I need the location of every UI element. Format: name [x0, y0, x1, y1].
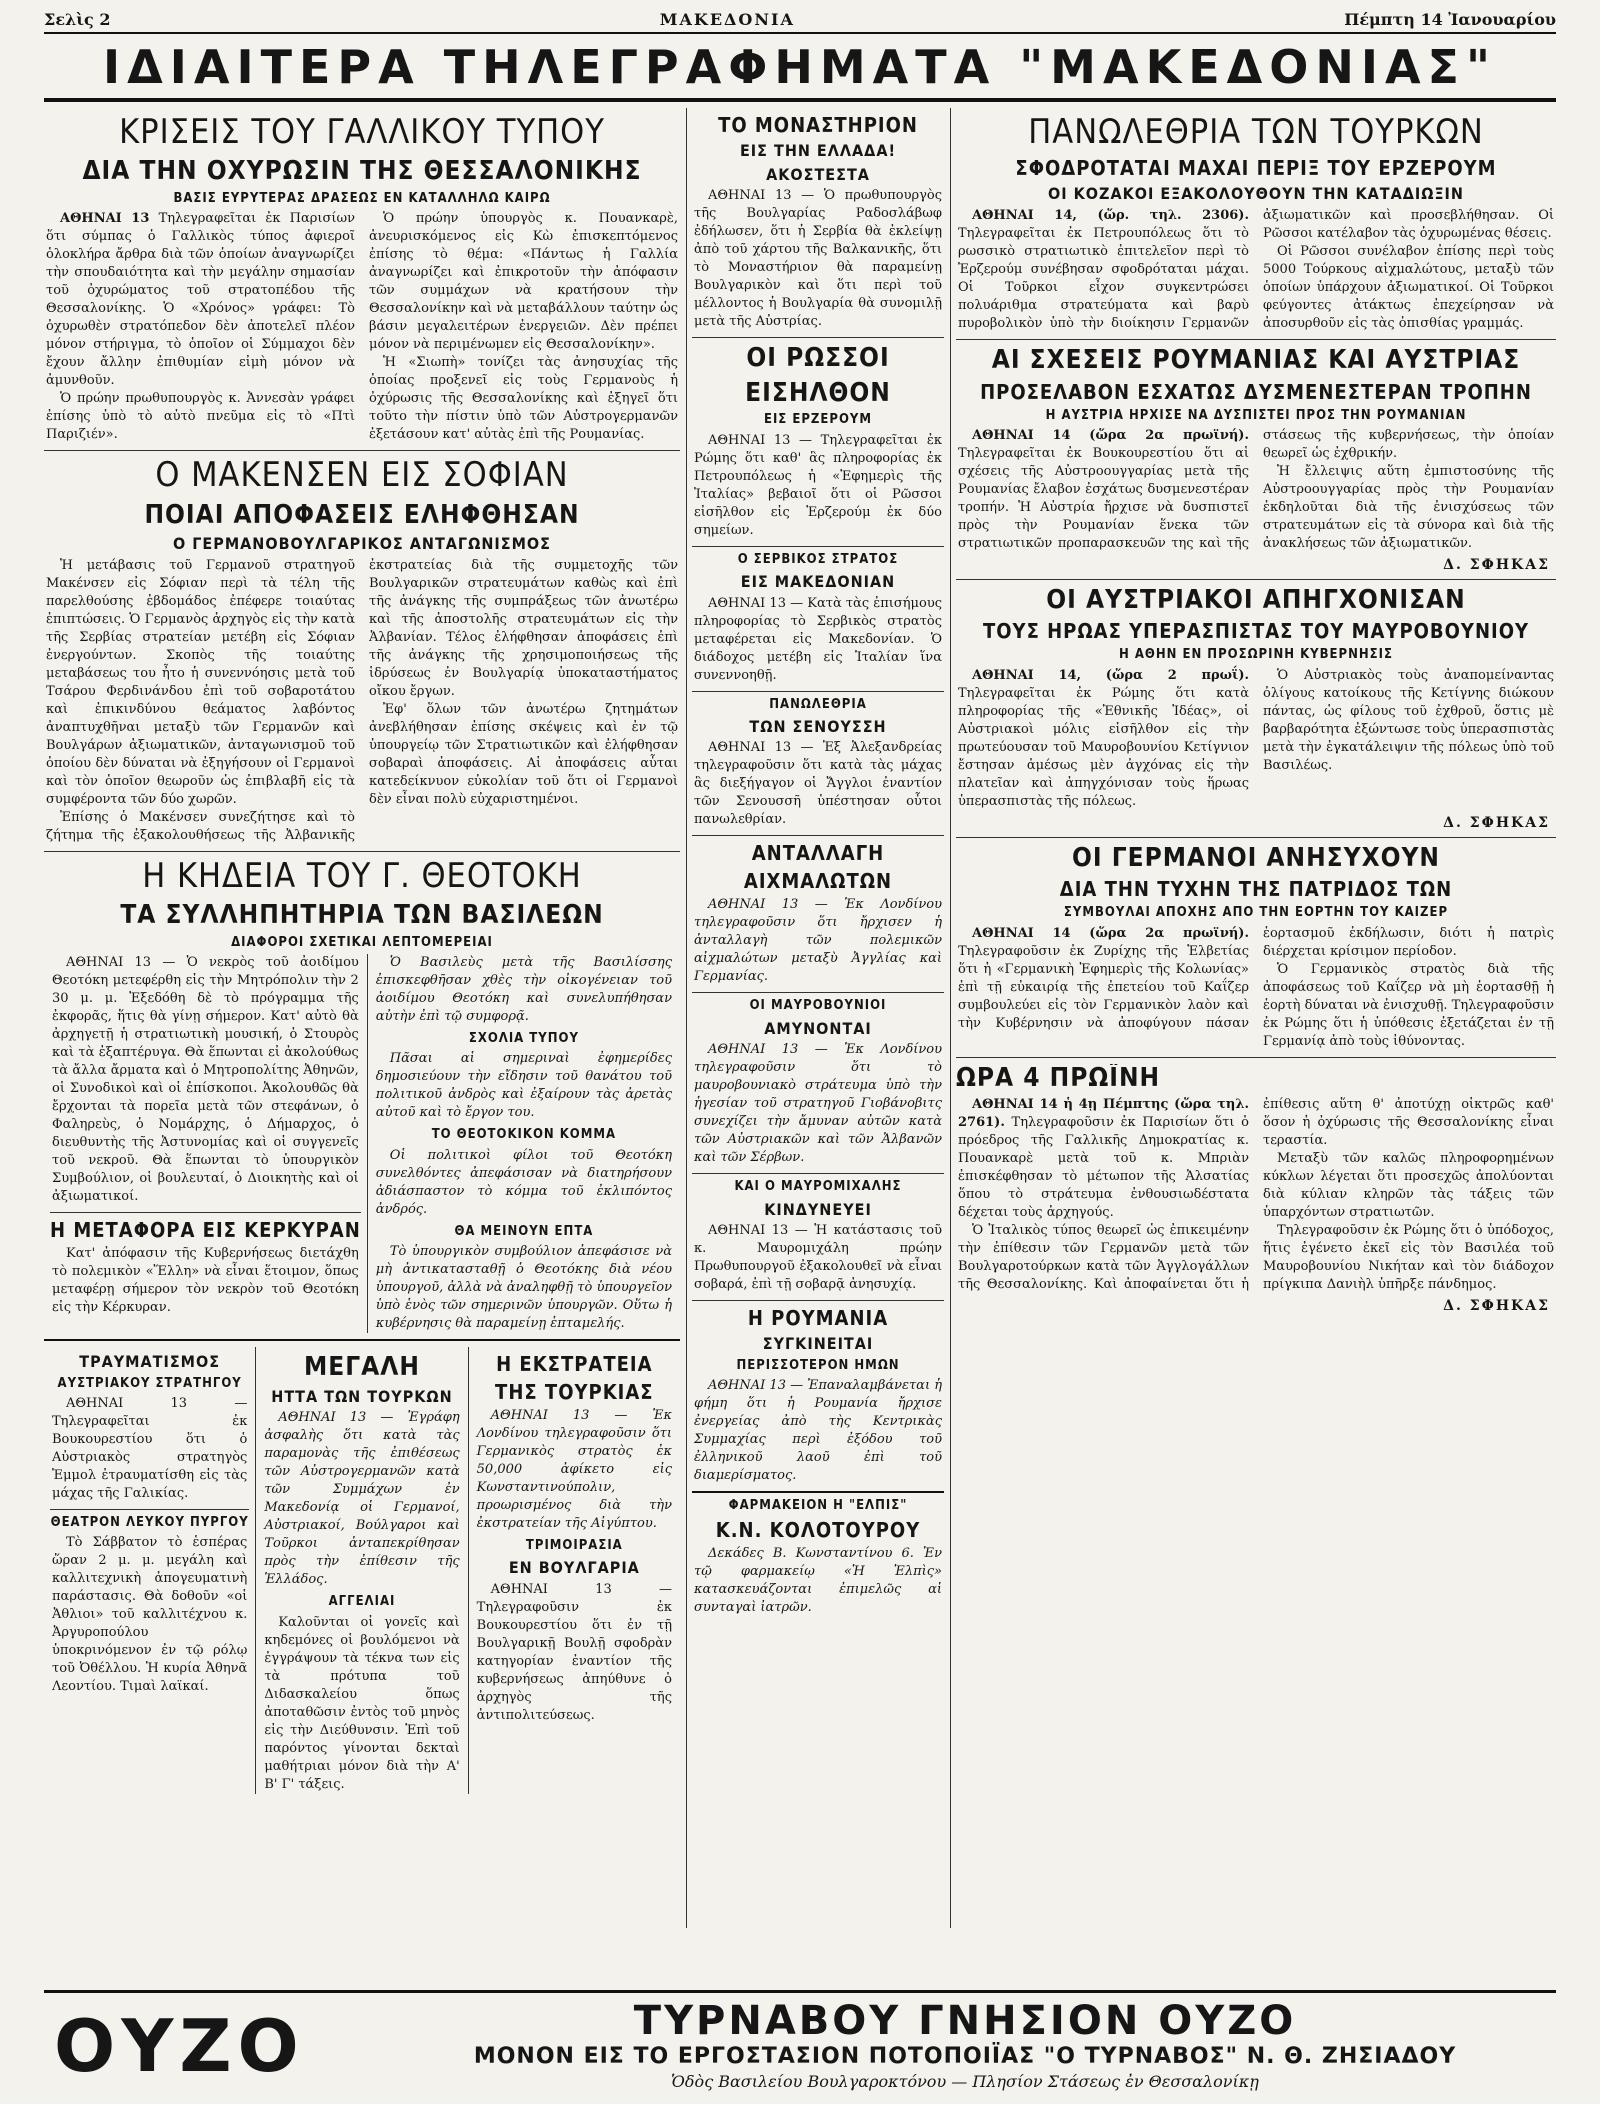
article-kicker: ΟΙ ΚΟΖΑΚΟΙ ΕΞΑΚΟΛΟΥΘΟΥΝ ΤΗΝ ΚΑΤΑΔΙΩΞΙΝ [1048, 185, 1464, 203]
column-middle [692, 108, 944, 1617]
article-subheadline: ΕΙΣ ΜΑΚΕΔΟΝΙΑΝ [740, 572, 896, 591]
paragraph: ΑΘΗΝΑΙ 13 — Κατὰ τὰς ἐπισήμους πληροφορίας τὸ Σερβικὸς στρατὸς μεταφέρεται εἰς Μακεδονίαν. Ὁ διάδοχος μετέβη εἰς Ἰταλίαν ἵνα συνεννοηθῇ. [694, 595, 942, 683]
paragraph: Μεταξὺ τῶν καλῶς πληροφορημένων κύκλων λέγεται ὅτι προσεχῶς ἀπολύονται διὰ κύλιαν κληρῶν τὰς τάξεις τῶν ὑπαρχόντων στρατιωτῶν. [1263, 1151, 1554, 1221]
article-body [52, 1534, 247, 1696]
article-subheadline: ΗΤΤΑ ΤΩΝ ΤΟΥΡΚΩΝ [271, 1387, 453, 1406]
article-mackensen [44, 457, 680, 845]
dateline: ΑΘΗΝΑΙ 14 ἡ 4ῃ Πέμπτης (ὥρα τηλ. 2761). [958, 1097, 1249, 1131]
article-kicker: ΣΥΜΒΟΥΛΑΙ ΑΠΟΧΗΣ ΑΠΟ ΤΗΝ ΕΟΡΤΗΝ ΤΟΥ ΚΑΪΖΕΡ [1063, 906, 1449, 921]
article-russians-erzurum [692, 344, 944, 539]
article-kicker: Η ΑΘΗΝ ΕΝ ΠΡΟΣΩΡΙΝΗ ΚΥΒΕΡΝΗΣΙΣ [1118, 648, 1394, 663]
author-signature: Δ. ΣΦΗΚΑΣ [1443, 556, 1550, 573]
article-kicker: ΒΑΣΙΣ ΕΥΡΥΤΕΡΑΣ ΔΡΑΣΕΩΣ ΕΝ ΚΑΤΑΛΛΗΛΩ ΚΑΙΡΩ [173, 191, 551, 206]
folio-bar [44, 8, 1556, 30]
article-headline: ΟΙ ΓΕΡΜΑΝΟΙ ΑΝΗΣΥΧΟΥΝ [1071, 843, 1441, 873]
article-headline: ΟΙ ΜΑΥΡΟΒΟΥΝΙΟΙ [749, 999, 887, 1014]
ad-headline: ΦΑΡΜΑΚΕΙΟΝ Η "ΕΛΠΙΣ" [728, 1499, 908, 1514]
paragraph: Τηλεγραφοῦσιν ἐκ Παρισίων ὅτι ὁ πρόεδρος τῆς Γαλλικῆς Δημοκρατίας κ. Πουανκαρὲ μετὰ τοῦ κ. Μπριὰν ἐπισκέφθησαν τὸ μέτωπον τῆς Ἀλσατίας ὅπου τὸ στράτευμα ἐνθουσιωδέστατα δέχεται τοὺς ἀρχηγούς. [958, 1115, 1249, 1221]
article-body [376, 1243, 672, 1333]
article-body [694, 1041, 942, 1167]
article-kicker: ΑΚΟΣΤΕΣΤΑ [766, 165, 870, 184]
article-body [477, 1407, 672, 1533]
article-mavromichalis [692, 1180, 944, 1294]
brief-turkish-campaign [468, 1347, 680, 1793]
paragraph: Ὁ πρώην πρωθυπουργὸς κ. Ἀννεσὰν γράφει ἐπίσης ὑπὸ τὸ αὐτὸ πνεῦμα εἰς τὸ «Πτὶ Παριζιέν». [46, 391, 355, 443]
article-montenegrins [692, 999, 944, 1167]
article-headline: Η ΕΚΣΤΡΑΤΕΙΑ [496, 1353, 653, 1376]
article-body [376, 1050, 672, 1122]
page-number: Σελὶς 2 [44, 9, 111, 29]
article-subheadline: ΤΩΝ ΣΕΝΟΥΣΣΗ [749, 717, 887, 736]
paragraph: ΑΘΗΝΑΙ 13 — Ὁ πρωθυπουργὸς τῆς Βουλγαρίας Ραδοσλάβωφ ἐδήλωσεν, ὅτι ἡ Σερβία θὰ ἐκλείψῃ ἀπὸ τοῦ χάρτου τῆς Βαλκανικῆς, ὅτι τὸ Μοναστήριον θὰ παραμείνῃ Βουλγαρικὸν καὶ ὅτι περὶ τοῦ μέλλοντος ἡ Βουλγαρία θὰ συνομιλῇ μετὰ τῆς Αὐστρίας. [694, 188, 942, 330]
paragraph: Ὁ Αὐστριακὸς τοὺς ἀναπομείναντας ὀλίγους κατοίκους τῆς Κετίγνης διώκουν πάντας, ὡς φίλους τοῦ ἐχθροῦ, ὅστις μὲ βαρβαρότητα ἐξώντωσε τοὺς ὑπερασπιστὰς μετὰ τὴν ἐγκατάλειψιν τῆς πόλεως ὑπὸ τοῦ Βασιλέως. [1263, 667, 1554, 773]
divider [692, 1173, 944, 1174]
ad-name: Κ.Ν. ΚΟΛΟΤΟΥΡΟΥ [715, 1519, 921, 1542]
paragraph: Τηλεγραφοῦσιν ἐκ Ρώμης ὅτι ὁ ὑπόδοχος, ἥτις ἐγένετο ἐκεῖ εἰς τὸν Βασιλέα τοῦ Μαυροβουνίου Νικήταν καὶ τὸν διάδοχον πρίγκιπα Δανιὴλ ὑπῆρξε πάνδημος. [1263, 1223, 1554, 1293]
divider [692, 835, 944, 836]
divider [956, 579, 1556, 580]
divider [692, 1300, 944, 1301]
article-subheadline: ΣΥΓΚΙΝΕΙΤΑΙ [762, 1335, 874, 1353]
ouzo-advertisement [44, 1990, 1556, 2103]
article-subheadline: ΔΙΑ ΤΗΝ ΤΥΧΗΝ ΤΗΣ ΠΑΤΡΙΔΟΣ ΤΩΝ [1059, 878, 1453, 901]
paragraph: ΑΘΗΝΑΙ 13 — Ἐκ Λονδίνου τηλεγραφοῦσιν ὅτι ἤρχισεν ἡ ἀνταλλαγὴ τῶν πολεμικῶν αἰχμαλώτων μεταξὺ Ἀγγλίας καὶ Γερμανίας. [694, 897, 942, 985]
article-french-press [44, 114, 680, 444]
article-turkish-rout [956, 114, 1556, 333]
article-headline: ΩΡΑ 4 ΠΡΩΪΝΗ [956, 1063, 1161, 1093]
article-monastir [692, 114, 944, 331]
article-body [694, 432, 942, 540]
paragraph: ΑΘΗΝΑΙ 13 — Ἡ κατάστασις τοῦ κ. Μαυρομιχάλη πρώην Πρωθυπουργοῦ ἐξακολουθεῖ νὰ εἶναι σοβαρά, ἐπὶ τῇ σοβαρᾷ ἀνησυχίᾳ. [694, 1223, 942, 1293]
paragraph: Ἡ «Σιωπὴ» τονίζει τὰς ἀνησυχίας τῆς ὁποίας προξενεῖ εἰς τοὺς Γερμανοὺς ἡ ὀχύρωσις τῆς Θεσσαλονίκης καὶ ἐξηγεῖ ὅτι τοῦτο τὴν πίστιν ὑπὸ τῶν Αὐστρογερμανῶν ἐξετάσουν κατ' αὐτὰς ἐπὶ τῆς Ρουμανίας. [369, 355, 678, 443]
article-headline: ΟΙ ΑΥΣΤΡΙΑΚΟΙ ΑΠΗΓΧΟΝΙΣΑΝ [1046, 585, 1466, 615]
divider [956, 837, 1556, 838]
article-prisoner-exchange [692, 842, 944, 986]
divider [50, 1212, 361, 1213]
article-subheadline: ΤΗΣ ΤΟΥΡΚΙΑΣ [495, 1381, 654, 1404]
article-body [958, 925, 1554, 1051]
ad-address: Ὁδὸς Βασιλείου Βουλγαροκτόνου — Πλησίον Στάσεως ἐν Θεσσαλονίκῃ [671, 2072, 1259, 2091]
article-theotokis-funeral [44, 858, 680, 1333]
article-subheadline: ΤΑ ΣΥΛΛΗΠΗΤΗΡΙΑ ΤΩΝ ΒΑΣΙΛΕΩΝ [120, 901, 604, 930]
article-subheadline: ΚΙΝΔΥΝΕΥΕΙ [764, 1200, 872, 1219]
paragraph: Τηλεγραφεῖται ἐκ Παρισίων ὅτι σύμπας ὁ Γαλλικὸς τύπος ἀφιεροῖ ὁλοκλήρα ἄρθρα διὰ τῶν ὁποίων ἀναγνωρίζει τὴν σπουδαιότητα καὶ τὴν μεγάλην σημασίαν τοῦ ὀχυρώματος τοῦ στρατοπέδου τῆς Θεσσαλονίκης. Ὁ «Χρόνος» γράφει: Τὸ ὀχυρωθὲν στρατόπεδον δὲν ἀποτελεῖ πλέον μόνον στήριγμα, τὸ ὁποῖον οἱ Σύμμαχοι δὲν ἔχουν ἄλλην ἐπιθυμίαν εἰμὴ μόνον νὰ ἀμυνθοῦν. [46, 211, 355, 389]
article-headline: ΤΡΑΥΜΑΤΙΣΜΟΣ [79, 1353, 221, 1371]
article-headline: ΚΑΙ Ο ΜΑΥΡΟΜΙΧΑΛΗΣ [734, 1180, 902, 1195]
brief-turkish-defeat [255, 1347, 467, 1793]
divider [692, 992, 944, 993]
article-body [694, 1222, 942, 1294]
section-subhead: ΣΧΟΛΙΑ ΤΥΠΟΥ [468, 1032, 579, 1047]
section-subhead: ΘΑ ΜΕΙΝΟΥΝ ΕΠΤΑ [454, 1224, 594, 1239]
article-subheadline: ΔΙΑ ΤΗΝ ΟΧΥΡΩΣΙΝ ΤΗΣ ΘΕΣΣΑΛΟΝΙΚΗΣ [82, 157, 642, 186]
article-headline: Η ΚΗΔΕΙΑ ΤΟΥ Γ. ΘΕΟΤΟΚΗ [142, 857, 582, 896]
article-headline: Η ΡΟΥΜΑΝΙΑ [747, 1307, 889, 1330]
article-headline: ΟΙ ΡΩΣΣΟΙ [746, 344, 890, 373]
article-body [958, 427, 1554, 553]
paragraph: Ὁ Ἰταλικὸς τύπος θεωρεῖ ὡς ἐπικειμένην τὴν ἐπίθεσιν τῶν Γερμανῶν μετὰ τῶν Βουλγαροτούρκων κατὰ τῶν Ἀγγλογάλλων τῆς Θεσσαλονίκης. Καὶ ἀποφαίνεται ὅτι ἡ ἐπίθεσις αὕτη θ' ἀποτύχῃ οἰκτρῶς καθ' ὅσον ἡ ὀχύρωσις τῆς Θεσσαλονίκης εἶναι τεραστία. [958, 1097, 1554, 1293]
ad-body [694, 1545, 942, 1617]
paragraph: Δεκάδες Β. Κωνσταντίνου 6. Ἐν τῷ φαρμακείῳ «Ἡ Ἐλπὶς» κατασκευάζονται ἐπιμελῶς αἱ συνταγαὶ ἰατρῶν. [694, 1546, 942, 1616]
article-body [958, 667, 1554, 811]
article-kicker: ΔΙΑΦΟΡΟΙ ΣΧΕΤΙΚΑΙ ΛΕΠΤΟΜΕΡΕΙΑΙ [231, 935, 493, 950]
column-right [956, 108, 1556, 1318]
brief-wounded-general [44, 1347, 255, 1793]
article-body [694, 896, 942, 986]
paragraph: Κατ' ἀπόφασιν τῆς Κυβερνήσεως διετάχθη τὸ πολεμικὸν «Ἕλλη» νὰ εἶναι ἕτοιμον, ὅπως μεταφέρῃ σήμερον τὸν νεκρὸν τοῦ Θεοτόκη εἰς τὴν Κέρκυραν. [52, 1246, 359, 1316]
article-columns [44, 954, 680, 1333]
article-headline: ΑΙ ΣΧΕΣΕΙΣ ΡΟΥΜΑΝΙΑΣ ΚΑΙ ΑΥΣΤΡΙΑΣ [991, 345, 1521, 375]
section-banner: ΙΔΙΑΙΤΕΡΑ ΤΗΛΕΓΡΑΦΗΜΑΤΑ "ΜΑΚΕΔΟΝΙΑΣ" [103, 40, 1497, 94]
article-headline: ΚΡΙΣΕΙΣ ΤΟΥ ΓΑΛΛΙΚΟΥ ΤΥΠΟΥ [119, 114, 605, 152]
article-subheadline: ΠΟΙΑΙ ΑΠΟΦΑΣΕΙΣ ΕΛΗΦΘΗΣΑΝ [144, 500, 580, 530]
article-subheadline: ΕΙΣ ΤΗΝ ΕΛΛΑΔΑ! [739, 142, 897, 160]
article-subheadline: ΑΜΥΝΟΝΤΑΙ [764, 1019, 872, 1038]
article-body [477, 1581, 672, 1725]
paragraph: ΑΘΗΝΑΙ 13 — Τηλεγραφεῖται ἐκ Βουκουρεστίου ὅτι ὁ Αὐστριακὸς στρατηγὸς Ἐμμολ ἐτραυματίσθη εἰς τὰς μάχας τῆς Γαλικίας. [52, 1395, 248, 1501]
paragraph: ΑΘΗΝΑΙ 13 — Ἐγράφη ἀσφαλὴς ὅτι κατὰ τὰς παραμονὰς τῆς ἐπιθέσεως τῶν Αὐστρογερμανῶν κατὰ τῶν Συμμάχων ἐν Μακεδονίᾳ οἱ Γερμανοί, Αὐστριακοί, Βούλγαροι καὶ Τοῦρκοι ἀνταπεκρίθησαν πρὸς τὴν ἐπίθεσιν τῆς Ἑλλάδος. [264, 1410, 460, 1588]
article-subheadline: ΕΙΣΗΛΘΟΝ [745, 378, 891, 408]
article-body [52, 954, 359, 1206]
paragraph: Τὸ ὑπουργικὸν συμβούλιον ἀπεφάσισε νὰ μὴ ἀντικατασταθῇ ὁ Θεοτόκης διὰ νέου ὑπουργοῦ, ἀλλὰ νὰ ἀναληφθῇ τὸ ὑπουργεῖον ὑπὸ ἑνὸς τῶν σημερινῶν ὑπουργῶν. Οὕτω ἡ κυβέρνησις θὰ παραμείνῃ ἑπταμελής. [375, 1244, 672, 1332]
divider [692, 337, 944, 338]
article-headline: ΘΕΑΤΡΟΝ ΛΕΥΚΟΥ ΠΥΡΓΟΥ [50, 1515, 249, 1530]
article-headline: ΜΕΓΑΛΗ [304, 1353, 420, 1382]
paragraph: Τὸ Σάββατον τὸ ἑσπέρας ὥραν 2 μ. μ. μεγάλη καὶ καλλιτεχνικὴ ἀπογευματινὴ παράστασις. Θὰ δοθοῦν «οἱ Ἀθλιοι» τοῦ καλλιτέχνου κ. Ἀργυροπούλου ὑποκρινόμενον ἐν τῷ ρόλῳ τοῦ Ὀθέλλου. Ἡ κυρία Ἀθηνᾶ Λεοντίου. Τιμαὶ λαϊκαί. [52, 1535, 248, 1695]
divider [44, 851, 680, 852]
dateline: ΑΘΗΝΑΙ 14, (ὥρα 2 πρωΐ). [972, 667, 1249, 683]
paragraph: Τηλεγραφεῖται ἐκ Βουκουρεστίου ὅτι αἱ σχέσεις τῆς Αὐστροουγγαρίας μετὰ τῆς Ρουμανίας ἔλαβον ἐσχάτως δυσμενεστέραν τροπήν. Ἡ Αὐστρία ἤρχισε νὰ δυσπιστεῖ πρὸς τὴν Ρουμανίαν ἕνεκα τῶν στρατιωτικῶν προπαρασκευῶν της καὶ τῆς στάσεως τῆς κυβερνήσεως, τὴν ὁποίαν θεωρεῖ ὡς ἐχθρικήν. [958, 427, 1554, 551]
section-subhead: ΑΓΓΕΛΙΑΙ [328, 1595, 396, 1610]
article-subheadline: ΑΙΧΜΑΛΩΤΩΝ [743, 870, 893, 893]
article-body [694, 187, 942, 331]
masthead-name: ΜΑΚΕΔΟΝΙΑ [659, 9, 795, 29]
pharmacy-ad [692, 1499, 944, 1617]
ad-text [374, 1999, 1556, 2093]
article-body [46, 210, 678, 444]
article-body [376, 1147, 672, 1219]
article-kicker: Η ΑΥΣΤΡΙΑ ΗΡΧΙΣΕ ΝΑ ΔΥΣΠΙΣΤΕΙ ΠΡΟΣ ΤΗΝ ΡΟΥΜΑΝΙΑΝ [1045, 408, 1467, 423]
article-subheadline: ΤΟΥΣ ΗΡΩΑΣ ΥΠΕΡΑΣΠΙΣΤΑΣ ΤΟΥ ΜΑΥΡΟΒΟΥΝΙΟΥ [982, 620, 1530, 643]
article-senussi [692, 698, 944, 830]
section-subhead: ΤΟ ΘΕΟΤΟΚΙΚΟΝ ΚΟΜΜΑ [431, 1128, 617, 1143]
divider [692, 1491, 944, 1493]
paragraph: Οἱ πολιτικοὶ φίλοι τοῦ Θεοτόκη συνελθόντες ἀπεφάσισαν νὰ διατηρήσουν ἀδιάσπαστον τὸ κόμμα τοῦ ἐκλιπόντος ἀνδρός. [375, 1147, 672, 1217]
article-body [694, 1377, 942, 1485]
divider [956, 339, 1556, 340]
paragraph: Ἡ ἔλλειψις αὕτη ἐμπιστοσύνης τῆς Αὐστροουγγαρίας πρὸς τὴν Ρουμανίαν ἐκδηλοῦται διὰ τῆς ἐνισχύσεως τῶν στρατευμάτων εἰς τὰ σύνορα καὶ διὰ τῆς ἀνακλήσεως τῶν ἀξιωματικῶν. [1263, 463, 1554, 551]
column-divider [950, 108, 951, 1928]
paragraph: Τηλεγραφεῖται ἐκ Ρώμης ὅτι κατὰ πληροφορίας τῆς «Ἐθνικῆς Ἰδέας», οἱ Αὐστριακοὶ μόλις εἰσῆλθον εἰς τὴν πρωτεύουσαν τοῦ Μαυροβουνίου Κετίγνιον ἔστησαν ἀμέσως μὲν ἀγχόνας εἰς τὴν πλατεῖαν καὶ ἀπηγχόνισαν τοὺς ἥρωας ὑπερασπιστὰς τῆς πόλεως. [958, 685, 1249, 809]
article-body [52, 1395, 247, 1503]
paragraph: ΑΘΗΝΑΙ 13 — Ἐπαναλαμβάνεται ἡ φήμη ὅτι ἡ Ρουμανία ἤρχισε ἐνεργείας ἀπὸ τὴς Κεντρικὰς Συμμαχίας περὶ ἐξόδου τοῦ ἐλληνικοῦ λαοῦ ἐπὶ τοῦ διαμερίσματος. [694, 1378, 942, 1484]
article-subheadline: ΠΡΟΣΕΛΑΒΟΝ ΕΣΧΑΤΩΣ ΔΥΣΜΕΝΕΣΤΕΡΑΝ ΤΡΟΠΗΝ [980, 380, 1532, 403]
article-body [46, 557, 678, 845]
article-kicker: ΕΙΣ ΕΡΖΕΡΟΥΜ [763, 413, 873, 428]
paragraph: Τηλεγραφεῖται ἐκ Πετρουπόλεως ὅτι τὸ ρωσσικὸ στρατιωτικὸ ἐπιτελεῖον περὶ τὸ Ἐρζερούμ συνέβησαν σφοδρόταται μάχαι. Οἱ Τοῦρκοι εἶχον συγκεντρώσει πολυάριθμα στρατεύματα καὶ βαρὺ πυροβολικὸν ὑπὸ τὴν διοίκησιν Γερμανῶν ἀξιωματικῶν καὶ προσεβλήθησαν. Οἱ Ρῶσσοι κατέλαβον τὰς ὀχυρωμένας θέσεις. [958, 207, 1554, 331]
divider [692, 546, 944, 547]
dateline: ΑΘΗΝΑΙ 14, (ὥρ. τηλ. 2306). [972, 207, 1249, 223]
article-romania [692, 1307, 944, 1485]
paragraph: ΑΘΗΝΑΙ 13 — Ὁ νεκρὸς τοῦ ἀοιδίμου Θεοτόκη μετεφέρθη εἰς τὴν Μητρόπολιν τὴν 2 30 μ. μ. Ἐξεδόθη δὲ τὸ πρόγραμμα τῆς ἐκφορᾶς, ἥτις θὰ γίνῃ σήμερον. Κατ' αὐτὸ θὰ ἀρχηγετῇ ἡ στρατιωτικὴ μουσική, ὁ Στουρὸς καὶ τὰ ἐξαπτέρυγα. Θὰ ἕπωνται εἰ ἀκολούθως τὰ ἄλλα ἄρματα καὶ ὁ Μητροπολίτης Ἀθηνῶν, οἱ Συνοδικοὶ καὶ οἱ ἐπίσκοποι. Ἀκολουθῶς θὰ ἔρχονται τὰ πορεῖα μετὰ τῶν στεφάνων, ὁ Φαληρεὺς, ὁ Νομάρχης, ὁ Δήμαρχος, ὁ διευθυντὴς τῆς Ἀστυνομίας καὶ οἱ συγγενεῖς τοῦ νεκροῦ. Θὰ ἕπωνται τὸ ὑπουργικὸν Συμβούλιον, οἱ βουλευταί, ὁ Διοικητὴς καὶ οἱ ἀξιωματικοί. [52, 955, 359, 1205]
article-headline: Ο ΜΑΚΕΝΣΕΝ ΕΙΣ ΣΟΦΙΑΝ [155, 457, 569, 495]
top-rule [44, 32, 1556, 34]
article-headline: ΠΑΝΩΛΕΘΡΙΑ ΤΩΝ ΤΟΥΡΚΩΝ [1028, 114, 1484, 152]
paragraph: Ὁ Βασιλεὺς μετὰ τῆς Βασιλίσσης ἐπισκεφθῆσαν χθὲς τὴν οἰκογένειαν τοῦ ἀοιδίμου Θεοτόκη καὶ συνελυπήθησαν αὐτὴν ἐπὶ τῷ συμφορᾷ. [375, 955, 672, 1025]
paragraph: Ὁ Γερμανικὸς στρατὸς διὰ τῆς ἀποφάσεως τοῦ Καΐζερ νὰ μὴ ἑορτασθῇ ἡ ἑορτὴ δύναται νὰ ἐνισχυθῇ. Τηλεγραφοῦσιν ἐκ Ρώμης ὅτι ἡ ὑπόθεσις ἐξετάζεται ἐν τῇ Γερμανίᾳ ἀπὸ τοὺς ἰθύνοντας. [1263, 961, 1554, 1049]
article-headline: ΤΟ ΜΟΝΑΣΤΗΡΙΟΝ [718, 114, 918, 136]
article-body [264, 1614, 459, 1794]
article-body [958, 207, 1554, 333]
article-romania-austria [956, 346, 1556, 573]
article-body [264, 1409, 459, 1589]
paragraph: ΑΘΗΝΑΙ 13 — Ἐξ Ἀλεξανδρείας τηλεγραφοῦσιν ὅτι κατὰ τὰς μάχας ἃς διεξήγαγον οἱ Ἄγγλοι ἐναντίον τῶν Σενουσσῆ ὑπέστησαν οὗτοι πανωλεθρίαν. [694, 740, 942, 828]
article-headline: Η ΜΕΤΑΦΟΡΑ ΕΙΣ ΚΕΡΚΥΡΑΝ [50, 1219, 361, 1242]
divider [44, 450, 680, 451]
paragraph: Καλοῦνται οἱ γονεῖς καὶ κηδεμόνες οἱ βουλόμενοι νὰ ἐγγράψουν τὰ τέκνα των εἰς τὰ πρότυπα τοῦ Διδασκαλείου ὅπως ἀποταθῶσιν ἐντὸς τοῦ μηνὸς εἰς τὴν Διεύθυνσιν. Ἐπὶ τοῦ παρόντος γίνονται δεκταὶ μαθήτριαι μόνον διὰ τὴν Α' Β' Γ' τάξεις. [264, 1614, 460, 1792]
issue-date: Πέμπτη 14 Ἰανουαρίου [1344, 9, 1556, 29]
article-body [958, 1096, 1554, 1294]
bottom-briefs [44, 1347, 680, 1793]
article-subheadline: ΣΦΟΔΡΟΤΑΤΑΙ ΜΑΧΑΙ ΠΕΡΙΞ ΤΟΥ ΕΡΖΕΡΟΥΜ [1015, 157, 1497, 180]
paragraph: Ἐπίσης ὁ Μακένσεν συνεζήτησε καὶ τὸ ζήτημα τῆς ἐξακολουθήσεως τῆς Ἀλβανικῆς ἐκστρατείας διὰ τῆς συμμετοχῆς τῶν Βουλγαρικῶν στρατευμάτων καθὼς καὶ ἐπὶ τῆς ἀνάγκης τῆς συμπράξεως τῶν ἀνωτέρω καὶ τῆς ἀποστολῆς στρατευμάτων εἰς τὴν Ἀλβανίαν. Τέλος ἐλήφθησαν ἀποφάσεις ἐπὶ τῆς ἀνάγκης τῆς χρησιμοποιήσεως τῆς ἱδρύσεως ἐν Βουλγαρίᾳ ὑποκαταστήματος οἴκου ἔργων. [46, 557, 678, 843]
article-kicker: Ο ΓΕΡΜΑΝΟΒΟΥΛΓΑΡΙΚΟΣ ΑΝΤΑΓΩΝΙΣΜΟΣ [173, 535, 551, 553]
article-kicker: ΠΕΡΙΣΣΟΤΕΡΟΝ ΗΜΩΝ [736, 1358, 900, 1373]
paragraph: Ἡ μετάβασις τοῦ Γερμανοῦ στρατηγοῦ Μακένσεν εἰς Σόφιαν περὶ τὰ τέλη τῆς παρελθούσης ἑβδομάδος ἐπέφερε τοιαύτας ἐπιπτώσεις. Ὁ Γερμανὸς ἀρχηγὸς εἰς τὴν κατὰ τῆς Σερβίας στρατείαν μετέβη εἰς Σόφιαν ἐνεργούντων. Σκοπὸς τῆς τοιαύτης μεταβάσεως του ἦτο ἡ συνεννόησις μετὰ τοῦ Τσάρου Φερδινάνδου ἐπὶ τοῦ σοβαροτάτου καὶ ἐπικινδύνου θεάματος λαβόντος ἀναπτυχθῆναι μεταξὺ τῶν Γερμανῶν καὶ Βουλγάρων ἀξιωματικῶν, ἀνταγωνισμοῦ τοῦ ὁποίου δὲν δύναται νὰ ἐξηγήσουν οἱ Γερμανοὶ καὶ τὸν ὁποῖον θεωροῦν ὡς ἐπιβλαβῆ εἰς τὰ συμφέροντα τῶν δύο χωρῶν. [46, 557, 355, 807]
dateline: ΑΘΗΝΑΙ 13 [60, 211, 150, 227]
section-subhead: ΤΡΙΜΟΙΡΑΣΙΑ [525, 1539, 623, 1554]
divider [44, 1339, 680, 1341]
article-subheadline: ΑΥΣΤΡΙΑΚΟΥ ΣΤΡΑΤΗΓΟΥ [57, 1376, 242, 1391]
paragraph: ΑΘΗΝΑΙ 13 — Ἐκ Λονδίνου τηλεγραφοῦσιν ὅτι Γερμανικὸς στρατὸς ἐκ 50,000 ἀφίκετο εἰς Κωνσταντινούπολιν, προωρισμένος διὰ τὴν ἐκστρατείαν τῆς Αἰγύπτου. [476, 1408, 672, 1532]
article-headline: Ο ΣΕΡΒΙΚΟΣ ΣΤΡΑΤΟΣ [737, 552, 899, 567]
divider [956, 1057, 1556, 1058]
article-4am-bulletin [956, 1064, 1556, 1315]
article-body [376, 954, 672, 1026]
divider [50, 1509, 249, 1510]
ad-subtitle: ΜΟΝΟΝ ΕΙΣ ΤΟ ΕΡΓΟΣΤΑΣΙΟΝ ΠΟΤΟΠΟΙΪΑΣ "Ο ΤΥΡΝΑΒΟΣ" Ν. Θ. ΖΗΣΙΑΔΟΥ [473, 2044, 1457, 2069]
article-headline: ΠΑΝΩΛΕΘΡΙΑ [769, 697, 867, 712]
section-subhead: ΕΝ ΒΟΥΛΓΑΡΙΑ [508, 1559, 640, 1577]
article-germans-worried [956, 844, 1556, 1051]
author-signature: Δ. ΣΦΗΚΑΣ [1443, 814, 1550, 831]
paragraph: ΑΘΗΝΑΙ 13 — Τηλεγραφεῖται ἐκ Ρώμης ὅτι καθ' ἃς πληροφορίας ἐκ Πετρουπόλεως ἡ «Ἐφημερὶς τῆς Ἰταλίας» βεβαιοῖ ὅτι οἱ Ρῶσσοι εἰσῆλθον εἰς Ἐρζερούμ ἐκ δύο σημείων. [694, 432, 942, 538]
divider [692, 691, 944, 692]
banner-rule [44, 98, 1556, 102]
paragraph: Πᾶσαι αἱ σημεριναὶ ἐφημερίδες δημοσιεύουν τὴν εἴδησιν τοῦ θανάτου τοῦ πολιτικοῦ ἀνδρὸς καὶ ἐξαίρουν τὰς ἀρετὰς αὐτοῦ καὶ τὸ ἔργον του. [375, 1051, 672, 1121]
paragraph: ΑΘΗΝΑΙ 13 — Ἐκ Λονδίνου τηλεγραφοῦσιν ὅτι τὸ μαυροβουνιακὸ στράτευμα ὑπὸ τὴν ἡγεσίαν τοῦ στρατηγοῦ Γιοβάνοβιτς συνεχίζει τὴν ἄμυναν αὐτῶν κατὰ τῶν Αὐστριακῶν καὶ τῶν Ἀλβανῶν καὶ τῶν Σέρβων. [694, 1042, 942, 1166]
paragraph: Ἐφ' ὅλων τῶν ἀνωτέρω ζητημάτων ἀνεβλήθησαν ἐπίσης σκέψεις καὶ ἐν τῷ ὑπουργείῳ τῶν Στρατιωτικῶν καὶ ἐλήφθησαν σοβαραὶ ἀποφάσεις. Αἱ ἀποφάσεις αὗται κατεδείκνυον εὐκολίαν τοῦ ὅτι οἱ Γερμανοὶ δὲν εἶναι πολὺ εὐχαριστημένοι. [369, 701, 678, 807]
paragraph: Ὁ πρώην ὑπουργὸς κ. Πουανκαρὲ, ἀνευρισκόμενος εἰς Κὼ ἐπισκεπτόμενος ἐπίσης τὸ θέμα: «Πάντως ἡ Γαλλία ἀναγνωρίζει καὶ ἐπικροτοῦν τὴν ἀπόφασιν τῶν συμμάχων νὰ κρατήσουν τὴν Θεσσαλονίκην καὶ νὰ μεταβάλλουν ταύτην ὡς βάσιν μεγαλειτέρων ἐνεργειῶν. Δὲν πρέπει μόνον νὰ περιμένωμεν εἰς Θεσσαλονίκην». [369, 211, 678, 353]
dateline: ΑΘΗΝΑΙ 14 (ὥρα 2α πρωϊνή). [972, 925, 1249, 941]
ad-title: ΤΥΡΝΑΒΟΥ ΓΝΗΣΙΟΝ ΟΥΖΟ [633, 1998, 1297, 2044]
dateline: ΑΘΗΝΑΙ 14 (ὥρα 2α πρωϊνή). [972, 427, 1249, 443]
column-grid [44, 108, 1556, 1928]
article-serbian-army [692, 553, 944, 685]
article-austrians-hanged [956, 586, 1556, 831]
column-left [44, 108, 680, 1794]
paragraph: ΑΘΗΝΑΙ 13 — Τηλεγραφοῦσιν ἐκ Βουκουρεστίου ὅτι ἐν τῇ Βουλγαρικῇ Βουλῇ σφοδρὰν κατηγορίαν ἐναντίον τῆς κυβερνήσεως ἀπηύθυνε ὁ ἀρχηγὸς τῆς ἀντιπολιτεύσεως. [476, 1581, 672, 1723]
ad-ouzo-wordmark: ΟΥΖΟ [54, 2004, 305, 2088]
paragraph: Τηλεγραφοῦσιν ἐκ Ζυρίχης τῆς Ἑλβετίας ὅτι ἡ «Γερμανικὴ Ἐφημερὶς τῆς Κολωνίας» ἐπὶ τῇ εὐκαιρίᾳ τῆς ἐπετείου τοῦ Καΐζερ συμβουλεύει εἰς τὸν Γερμανικὸν λαὸν καὶ τὴν Κυβέρνησιν νὰ ἀποφύγουν πάσαν ἑορτασμοῦ ἐκδήλωσιν, διότι ἡ πατρὶς διέρχεται κρίσιμον περίοδον. [958, 925, 1554, 1031]
article-body [694, 739, 942, 829]
article-body [52, 1245, 359, 1317]
column-divider [686, 108, 687, 1928]
author-signature: Δ. ΣΦΗΚΑΣ [1443, 1298, 1550, 1315]
paragraph: Οἱ Ρῶσσοι συνέλαβον ἐπίσης περὶ τοὺς 5000 Τούρκους αἰχμαλώτους, μεταξὺ τῶν ὁποίων ὑπάρχουν ἀξιωματικοί. Οἱ Τοῦρκοι φεύγοντες ἀτάκτως ἐπεχείρησαν νὰ ἀποσυρθοῦν εἰς τὰς ὀπισθίας γραμμάς. [1263, 243, 1554, 331]
article-headline: ΑΝΤΑΛΛΑΓΗ [751, 842, 885, 865]
article-body [694, 595, 942, 685]
